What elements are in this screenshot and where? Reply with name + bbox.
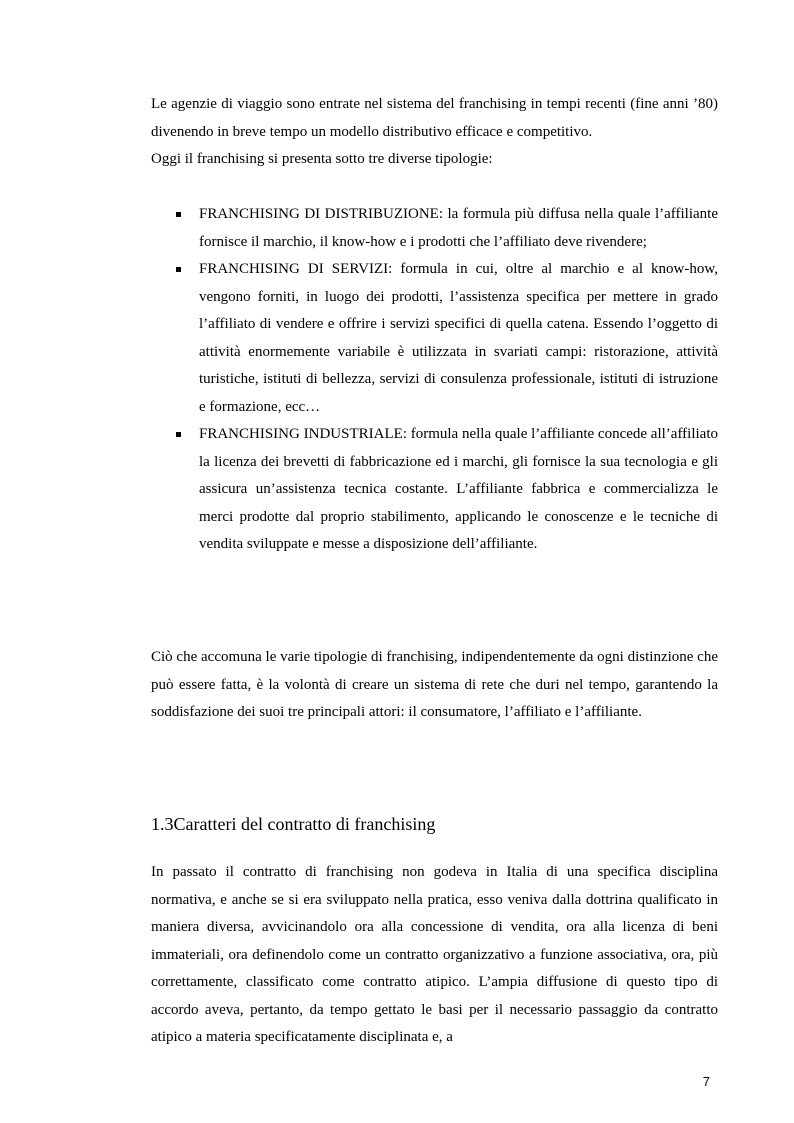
square-bullet-icon — [176, 432, 181, 437]
list-item — [151, 201, 718, 256]
page-number: 7 — [702, 1074, 710, 1089]
closing-paragraph: Ciò che accomuna le varie tipologie di franchising, indipendentemente da ogni distinzione che può essere fatta, è la volontà di creare un sistema di rete che duri nel tempo, garantendo la soddisfazione dei suoi tre principali attori: il consumatore, l’affiliato e l’affiliante. — [151, 649, 718, 720]
section-title: Caratteri del contratto di franchising — [173, 814, 436, 834]
bullet-term: FRANCHISING DI SERVIZI — [199, 261, 389, 277]
franchising-types-list — [151, 201, 718, 559]
intro-paragraph: Le agenzie di viaggio sono entrate nel sistema del franchising in tempi recenti (fine anni ’80) divenendo in breve tempo un modello distributivo efficace e competitivo. — [151, 96, 718, 140]
bullet-text: : formula in cui, oltre al marchio e al know-how, vengono forniti, in luogo dei prodotti, l’assistenza specifica per mettere in grado l’affiliato di vendere e offrire i servizi specifici di quella catena. Essendo l’oggetto di attività enormemente variabile è utilizzata in svariati campi: ristorazione, attività turistiche, istituti di bellezza, servizi di consulenza professionale, istituti di istruzione e formazione, ecc… — [199, 261, 718, 415]
bullet-text: : la formula più diffusa nella quale l’affiliante fornisce il marchio, il know-how e i prodotti che l’affiliato deve rivendere; — [199, 206, 718, 250]
types-intro: Oggi il franchising si presenta sotto tre diverse tipologie: — [151, 151, 493, 167]
bullet-text: : formula nella quale l’affiliante concede all’affiliato la licenza dei brevetti di fabbricazione ed i marchi, gli fornisce la sua tecnologia e gli assicura un’assistenza tecnica costante. L’affiliante fabbrica e commercializza le merci prodotte dal proprio stabilimento, applicando le conoscenze e le tecniche di vendita sviluppate e messe a disposizione dell’affiliante. — [199, 426, 718, 552]
list-item — [151, 421, 718, 559]
section-paragraph: In passato il contratto di franchising non godeva in Italia di una specifica disciplina normativa, e anche se si era sviluppato nella pratica, esso veniva dalla dottrina qualificato in maniera diversa, avvicinandolo ora alla concessione di vendita, ora alla licenza di beni immateriali, ora definendolo come un contratto organizzativo a funzione associativa, ora, più correttamente, classificato come contratto atipico. L’ampia diffusione di questo tipo di accordo aveva, pertanto, da tempo gettato le basi per il necessario passaggio da contratto atipico a materia specificatamente disciplinata e, a — [151, 864, 718, 1045]
section-body — [151, 859, 718, 1052]
bullet-term: FRANCHISING DI DISTRIBUZIONE — [199, 206, 439, 222]
section-number: 1.3 — [151, 814, 174, 834]
square-bullet-icon — [176, 212, 181, 217]
intro-block — [151, 91, 718, 174]
section-heading — [151, 811, 435, 837]
bullet-term: FRANCHISING INDUSTRIALE — [199, 426, 403, 442]
list-item — [151, 256, 718, 421]
square-bullet-icon — [176, 267, 181, 272]
closing-block — [151, 644, 718, 727]
